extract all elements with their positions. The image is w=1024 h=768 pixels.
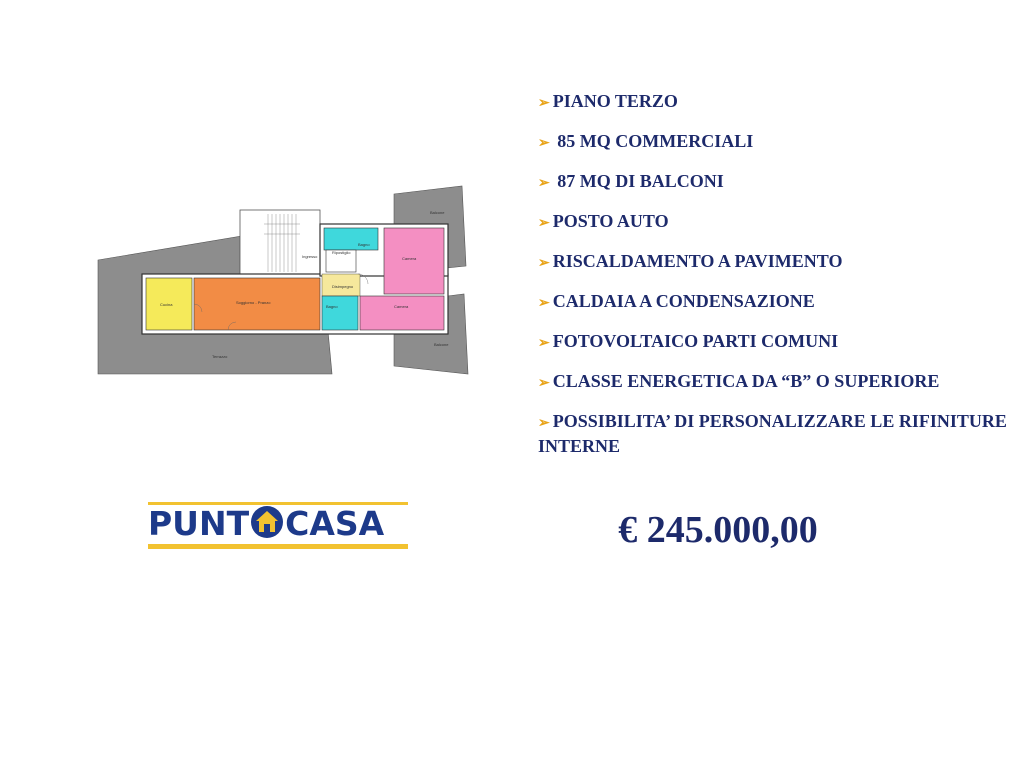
label-cucina: Cucina (160, 302, 173, 307)
arrow-bullet-icon: ➢ (538, 136, 550, 151)
floor-plan (96, 184, 470, 380)
label-soggiorno: Soggiorno - Pranzo (236, 300, 271, 305)
arrow-bullet-icon: ➢ (538, 256, 550, 271)
arrow-bullet-icon: ➢ (538, 96, 550, 111)
feature-item: ➢ RISCALDAMENTO A PAVIMENTO (538, 251, 843, 271)
price-label: € 245.000,00 (618, 509, 818, 551)
label-terrazzo: Terrazzo (212, 354, 228, 359)
label-ingresso: Ingresso (302, 254, 318, 259)
room-bedroom-lower (360, 296, 444, 330)
feature-item: ➢ POSSIBILITA’ DI PERSONALIZZARE LE RIFINITURE INTERNE (538, 411, 1007, 456)
feature-item: ➢ POSTO AUTO (538, 211, 669, 231)
logo-bar-bottom (148, 544, 408, 549)
feature-item: ➢ CALDAIA A CONDENSAZIONE (538, 291, 815, 311)
arrow-bullet-icon: ➢ (538, 216, 550, 231)
room-bedroom-upper (384, 228, 444, 294)
puntocasa-logo (148, 502, 408, 550)
arrow-bullet-icon: ➢ (538, 416, 550, 431)
feature-item: ➢ 87 MQ DI BALCONI (538, 171, 724, 191)
arrow-bullet-icon: ➢ (538, 176, 550, 191)
label-balcone-upper: Balcone (430, 210, 445, 215)
feature-list (538, 90, 1008, 472)
arrow-bullet-icon: ➢ (538, 376, 550, 391)
logo-wordmark: PUNT CASA (148, 504, 385, 543)
label-ripostiglio: Ripostiglio (332, 250, 351, 255)
room-bathroom-upper (324, 228, 378, 250)
feature-item: ➢ FOTOVOLTAICO PARTI COMUNI (538, 331, 839, 351)
room-bathroom-lower (322, 296, 358, 330)
feature-item: ➢ 85 MQ COMMERCIALI (538, 131, 754, 151)
label-disimpegno: Disimpegno (332, 284, 354, 289)
arrow-bullet-icon: ➢ (538, 296, 550, 311)
label-balcone-lower: Balcone (434, 342, 449, 347)
feature-item: ➢ PIANO TERZO (538, 91, 678, 111)
arrow-bullet-icon: ➢ (538, 336, 550, 351)
label-camera-lower: Camera (394, 304, 409, 309)
label-bagno-lower: Bagno (326, 304, 338, 309)
feature-item: ➢ CLASSE ENERGETICA DA “B” O SUPERIORE (538, 371, 940, 391)
label-camera-upper: Camera (402, 256, 417, 261)
house-icon (250, 505, 284, 539)
label-bagno-upper: Bagno (358, 242, 370, 247)
